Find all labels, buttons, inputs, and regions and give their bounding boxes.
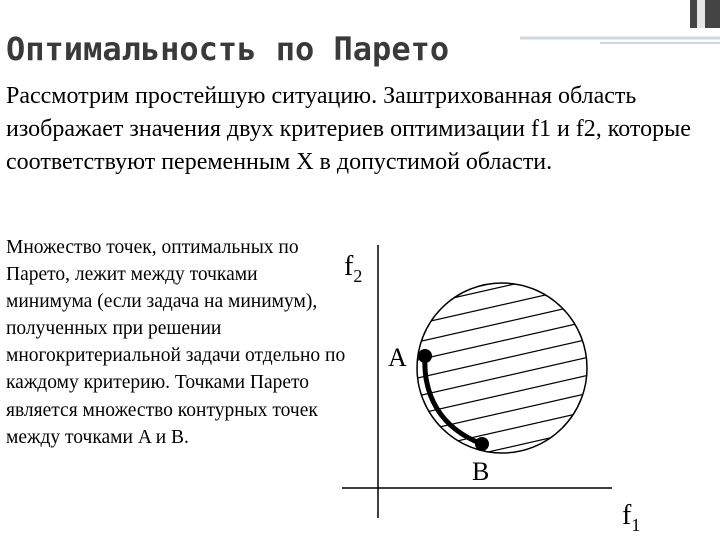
pareto-diagram (330, 230, 720, 540)
point-a-label: A (388, 343, 407, 372)
header-corner-stripe (697, 0, 705, 28)
x-axis-label: $f_1$ (622, 500, 641, 535)
point-b-marker (475, 437, 489, 451)
hatch-line (400, 458, 620, 508)
side-paragraph: Множество точек, оптимальных по Парето, лежит между точками минимума (если задача на минимум), полученных при решении многокритериальной задачи отдельно по каждому критерию. Точками Парето является множество контурных точек между точками A и B. (6, 237, 346, 448)
slide-title: Оптимальность по Парето (6, 30, 450, 68)
y-axis-label: $f_2$ (344, 251, 363, 286)
point-b-label: B (472, 457, 490, 486)
point-a-marker (418, 349, 432, 363)
intro-paragraph: Рассмотрим простейшую ситуацию. Заштрихованная область изображает значения двух критериев оптимизации f1 и f2, которые соответствуют переменным X в допустимой области. (6, 83, 691, 175)
feasible-region-hatching (400, 260, 620, 508)
pareto-front-curve (425, 356, 482, 444)
feasible-region-circle (417, 283, 587, 453)
